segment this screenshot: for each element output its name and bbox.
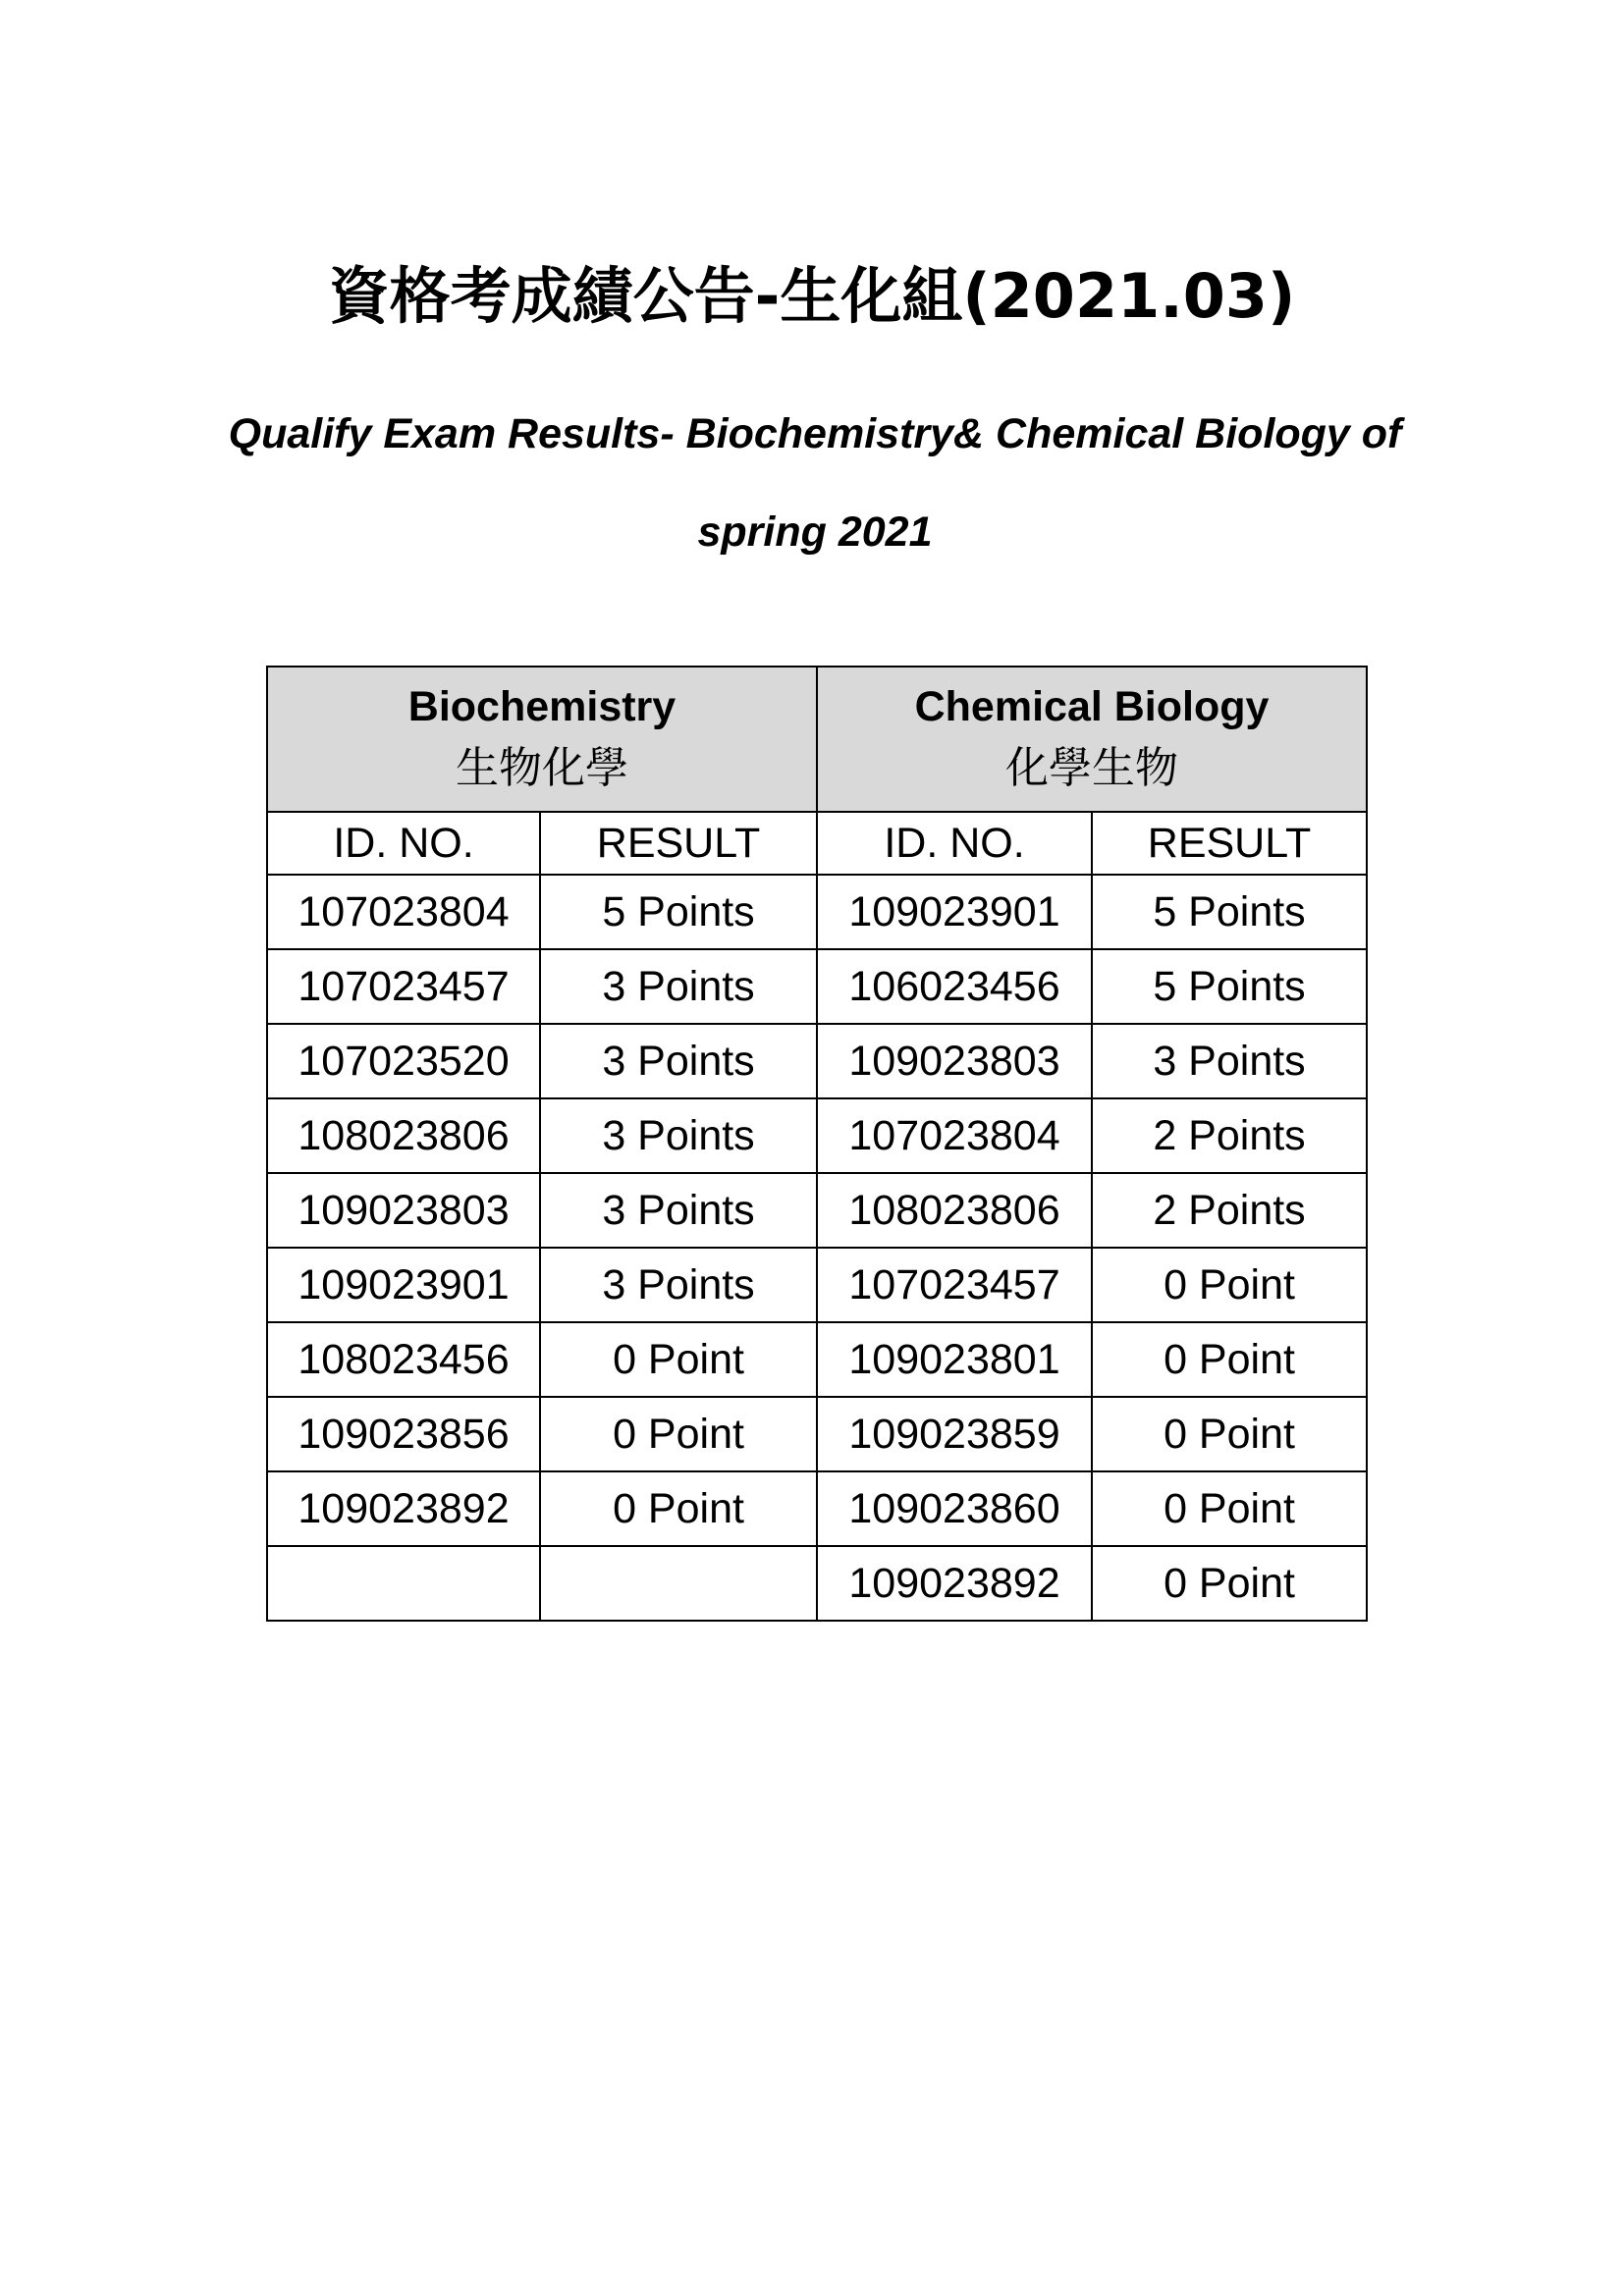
biochem-id-cell: [267, 1546, 540, 1621]
chembio-result-cell: 2 Points: [1092, 1098, 1367, 1173]
chembio-id-cell: 107023457: [817, 1248, 1092, 1322]
chembio-result-cell: 0 Point: [1092, 1397, 1367, 1471]
biochem-id-cell: 107023457: [267, 949, 540, 1024]
table-row: [267, 1471, 1367, 1546]
chembio-result-cell: 5 Points: [1092, 949, 1367, 1024]
subtitle-line-2: spring 2021: [697, 508, 933, 556]
biochem-result-cell: 3 Points: [540, 949, 817, 1024]
column-header-result: RESULT: [1092, 812, 1367, 875]
section-name-zh: 生物化學: [456, 743, 628, 793]
table-row: [267, 1546, 1367, 1621]
page-subtitle: [226, 385, 1404, 581]
biochem-result-cell: 0 Point: [540, 1397, 817, 1471]
section-header-row: [267, 667, 1367, 812]
chembio-result-cell: 2 Points: [1092, 1173, 1367, 1248]
chembio-id-cell: 109023859: [817, 1397, 1092, 1471]
section-name-zh: 化學生物: [1005, 743, 1178, 793]
biochem-id-cell: 109023901: [267, 1248, 540, 1322]
chembio-result-cell: 0 Point: [1092, 1546, 1367, 1621]
biochem-id-cell: 108023456: [267, 1322, 540, 1397]
chembio-id-cell: 109023860: [817, 1471, 1092, 1546]
chembio-id-cell: 109023803: [817, 1024, 1092, 1098]
column-header-id: ID. NO.: [817, 812, 1092, 875]
biochem-result-cell: 0 Point: [540, 1471, 817, 1546]
chembio-result-cell: 0 Point: [1092, 1248, 1367, 1322]
chembio-result-cell: 0 Point: [1092, 1322, 1367, 1397]
biochem-result-cell: 3 Points: [540, 1024, 817, 1098]
biochem-result-cell: 3 Points: [540, 1173, 817, 1248]
chembio-id-cell: 109023901: [817, 875, 1092, 949]
chembio-id-cell: 108023806: [817, 1173, 1092, 1248]
biochem-id-cell: 107023804: [267, 875, 540, 949]
chembio-result-cell: 3 Points: [1092, 1024, 1367, 1098]
biochem-result-cell: 3 Points: [540, 1098, 817, 1173]
table-row: [267, 1098, 1367, 1173]
chembio-id-cell: 107023804: [817, 1098, 1092, 1173]
table-row: [267, 1248, 1367, 1322]
table-row: [267, 1024, 1367, 1098]
biochem-id-cell: 109023803: [267, 1173, 540, 1248]
chembio-id-cell: 109023801: [817, 1322, 1092, 1397]
section-header-biochemistry: [267, 667, 817, 812]
column-header-row: [267, 812, 1367, 875]
biochem-id-cell: 109023892: [267, 1471, 540, 1546]
section-name-en: Biochemistry: [407, 683, 677, 730]
page-title: 資格考成績公告-生化組(2021.03): [328, 260, 1296, 332]
table-row: [267, 1173, 1367, 1248]
biochem-result-cell: 0 Point: [540, 1322, 817, 1397]
chembio-id-cell: 106023456: [817, 949, 1092, 1024]
biochem-result-cell: [540, 1546, 817, 1621]
biochem-id-cell: 108023806: [267, 1098, 540, 1173]
column-header-result: RESULT: [540, 812, 817, 875]
biochem-result-cell: 5 Points: [540, 875, 817, 949]
column-header-id: ID. NO.: [267, 812, 540, 875]
section-header-chemical-biology: [817, 667, 1367, 812]
chembio-result-cell: 5 Points: [1092, 875, 1367, 949]
chembio-result-cell: 0 Point: [1092, 1471, 1367, 1546]
section-name-en: Chemical Biology: [914, 683, 1270, 730]
results-body: [267, 875, 1367, 1621]
results-table: [266, 666, 1368, 1622]
biochem-id-cell: 107023520: [267, 1024, 540, 1098]
subtitle-line-1: Qualify Exam Results- Biochemistry& Chemical Biology of: [228, 410, 1402, 457]
chembio-id-cell: 109023892: [817, 1546, 1092, 1621]
table-row: [267, 875, 1367, 949]
biochem-result-cell: 3 Points: [540, 1248, 817, 1322]
table-row: [267, 1397, 1367, 1471]
table-row: [267, 1322, 1367, 1397]
table-row: [267, 949, 1367, 1024]
biochem-id-cell: 109023856: [267, 1397, 540, 1471]
